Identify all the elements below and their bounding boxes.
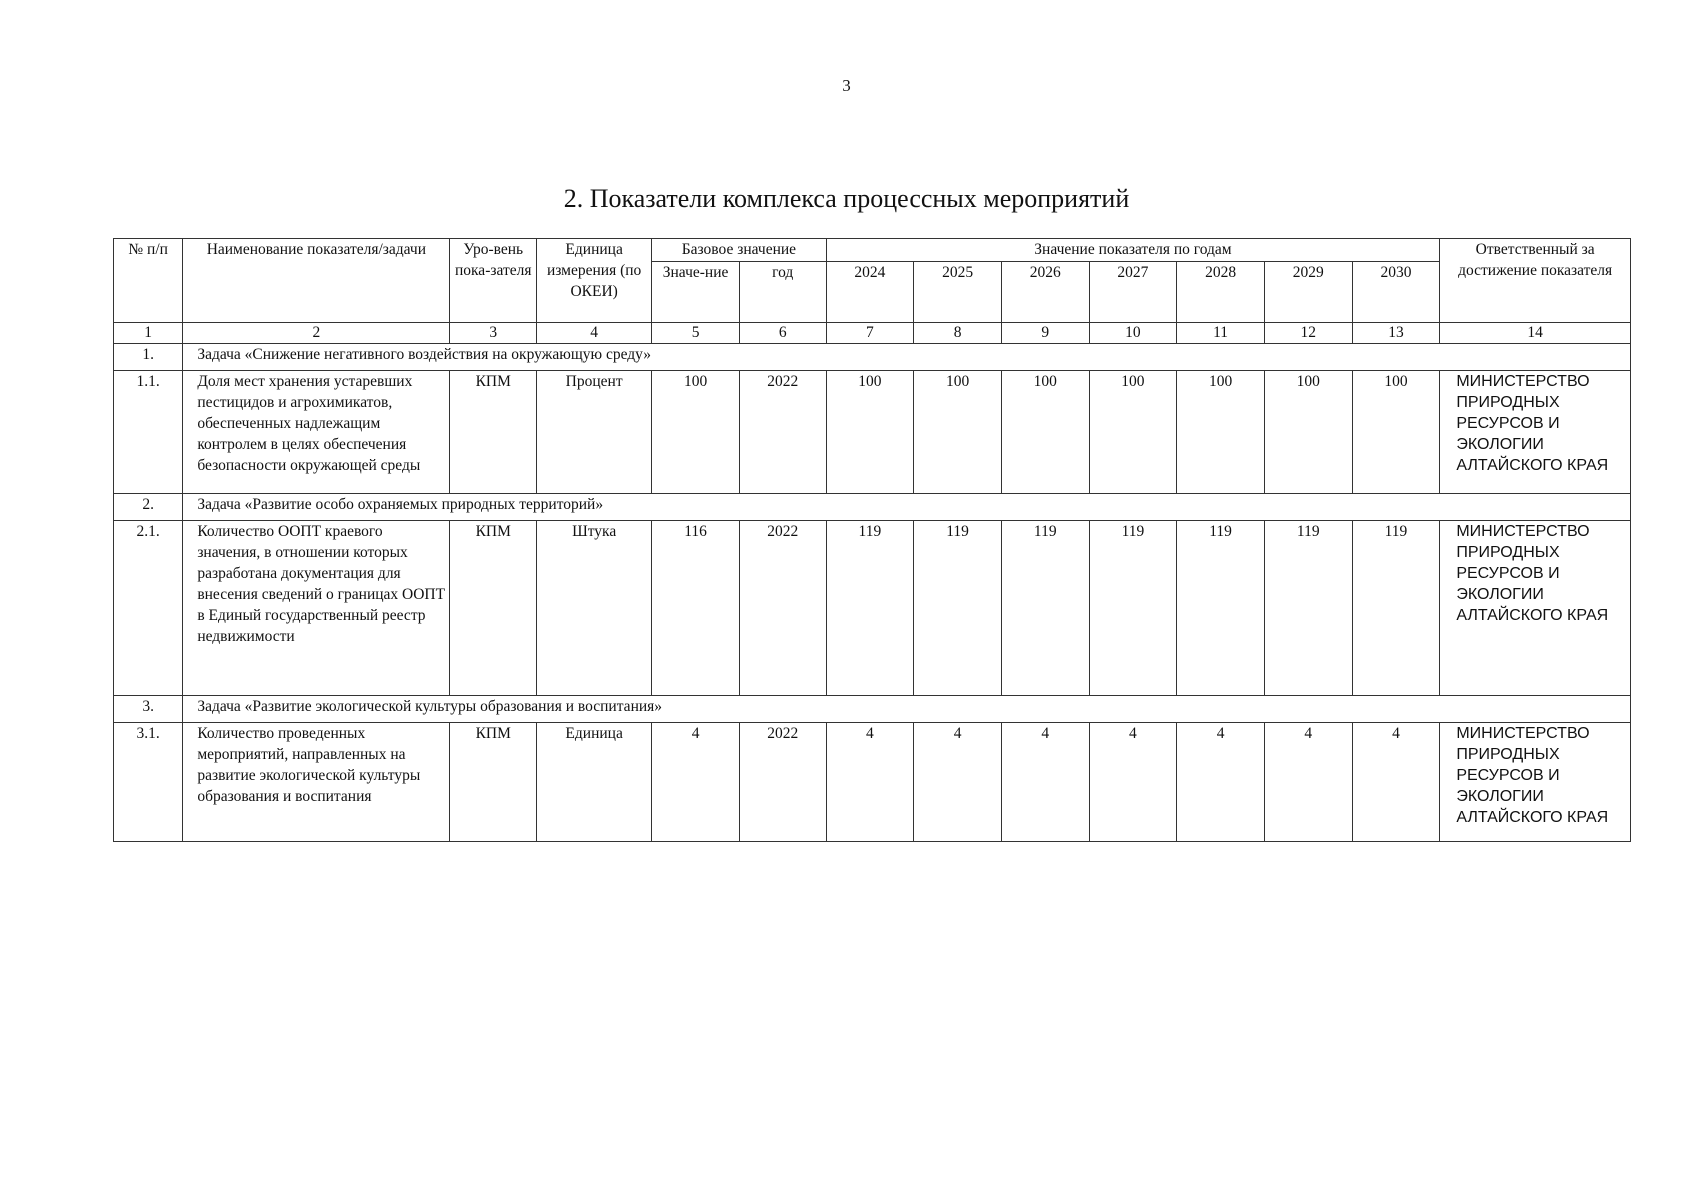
indicator-responsible: МИНИСТЕРСТВО ПРИРОДНЫХ РЕСУРСОВ И ЭКОЛОГИИ АЛТАЙСКОГО КРАЯ [1440, 521, 1631, 696]
header-year: 2029 [1264, 262, 1352, 323]
column-number: 6 [739, 323, 826, 344]
indicator-year-value: 119 [1177, 521, 1265, 696]
indicator-year-value: 100 [1264, 371, 1352, 494]
column-number: 14 [1440, 323, 1631, 344]
indicator-year-value: 4 [1177, 723, 1265, 842]
header-num: № п/п [114, 239, 183, 323]
header-level: Уро-вень пока-зателя [450, 239, 537, 323]
indicator-year-value: 100 [1177, 371, 1265, 494]
indicator-responsible: МИНИСТЕРСТВО ПРИРОДНЫХ РЕСУРСОВ И ЭКОЛОГИИ АЛТАЙСКОГО КРАЯ [1440, 723, 1631, 842]
indicator-base-value: 100 [652, 371, 740, 494]
indicator-base-year: 2022 [739, 521, 826, 696]
indicator-name: Количество ООПТ краевого значения, в отношении которых разработана документация для внесения сведений о границах ООПТ в Единый государственный реестр недвижимости [183, 521, 450, 696]
header-responsible: Ответственный за достижение показателя [1440, 239, 1631, 323]
indicator-level: КПМ [450, 371, 537, 494]
task-text: Задача «Снижение негативного воздействия на окружающую среду» [183, 344, 1631, 371]
column-number: 7 [826, 323, 914, 344]
indicator-year-value: 100 [1352, 371, 1440, 494]
indicator-year-value: 4 [1352, 723, 1440, 842]
indicator-year-value: 100 [1001, 371, 1089, 494]
header-year: 2024 [826, 262, 914, 323]
indicator-row [114, 521, 1631, 696]
indicator-num: 1.1. [114, 371, 183, 494]
column-number: 1 [114, 323, 183, 344]
header-unit: Единица измерения (по ОКЕИ) [537, 239, 652, 323]
column-number: 10 [1089, 323, 1177, 344]
column-number: 11 [1177, 323, 1265, 344]
header-year: 2026 [1001, 262, 1089, 323]
indicator-row [114, 371, 1631, 494]
indicators-table [113, 238, 1631, 842]
column-number: 12 [1264, 323, 1352, 344]
indicator-base-value: 116 [652, 521, 740, 696]
indicator-year-value: 119 [1089, 521, 1177, 696]
task-row [114, 494, 1631, 521]
indicator-year-value: 119 [1352, 521, 1440, 696]
indicator-year-value: 119 [1264, 521, 1352, 696]
indicator-base-year: 2022 [739, 723, 826, 842]
indicator-year-value: 119 [1001, 521, 1089, 696]
column-number: 9 [1001, 323, 1089, 344]
indicator-base-year: 2022 [739, 371, 826, 494]
indicator-level: КПМ [450, 521, 537, 696]
column-number: 4 [537, 323, 652, 344]
header-year: 2030 [1352, 262, 1440, 323]
indicator-year-value: 4 [914, 723, 1002, 842]
indicator-responsible: МИНИСТЕРСТВО ПРИРОДНЫХ РЕСУРСОВ И ЭКОЛОГИИ АЛТАЙСКОГО КРАЯ [1440, 371, 1631, 494]
header-year: 2025 [914, 262, 1002, 323]
indicator-name: Количество проведенных мероприятий, направленных на развитие экологической культуры образования и воспитания [183, 723, 450, 842]
indicator-year-value: 4 [1001, 723, 1089, 842]
indicator-name: Доля мест хранения устаревших пестицидов и агрохимикатов, обеспеченных надлежащим контролем в целях обеспечения безопасности окружающей среды [183, 371, 450, 494]
header-base: Базовое значение [652, 239, 826, 262]
indicator-unit: Процент [537, 371, 652, 494]
indicator-row [114, 723, 1631, 842]
header-row-1 [114, 239, 1631, 262]
indicator-num: 3.1. [114, 723, 183, 842]
task-num: 3. [114, 696, 183, 723]
column-number: 5 [652, 323, 740, 344]
indicator-unit: Единица [537, 723, 652, 842]
column-number: 2 [183, 323, 450, 344]
header-name: Наименование показателя/задачи [183, 239, 450, 323]
indicator-year-value: 119 [914, 521, 1002, 696]
task-row [114, 344, 1631, 371]
page-number: 3 [842, 76, 851, 95]
indicator-year-value: 4 [1089, 723, 1177, 842]
task-row [114, 696, 1631, 723]
header-base-year: год [739, 262, 826, 323]
task-text: Задача «Развитие особо охраняемых природных территорий» [183, 494, 1631, 521]
indicator-year-value: 100 [826, 371, 914, 494]
indicator-year-value: 100 [1089, 371, 1177, 494]
task-text: Задача «Развитие экологической культуры образования и воспитания» [183, 696, 1631, 723]
task-num: 1. [114, 344, 183, 371]
column-number: 8 [914, 323, 1002, 344]
task-num: 2. [114, 494, 183, 521]
indicator-base-value: 4 [652, 723, 740, 842]
column-number: 3 [450, 323, 537, 344]
column-number: 13 [1352, 323, 1440, 344]
indicator-year-value: 119 [826, 521, 914, 696]
indicator-level: КПМ [450, 723, 537, 842]
header-base-value: Значе-ние [652, 262, 740, 323]
header-year: 2027 [1089, 262, 1177, 323]
indicator-year-value: 4 [1264, 723, 1352, 842]
header-by-years: Значение показателя по годам [826, 239, 1440, 262]
header-year: 2028 [1177, 262, 1265, 323]
indicator-num: 2.1. [114, 521, 183, 696]
indicator-year-value: 100 [914, 371, 1002, 494]
page-title: 2. Показатели комплекса процессных мероприятий [563, 184, 1130, 213]
column-numbers-row [114, 323, 1631, 344]
indicator-year-value: 4 [826, 723, 914, 842]
indicator-unit: Штука [537, 521, 652, 696]
